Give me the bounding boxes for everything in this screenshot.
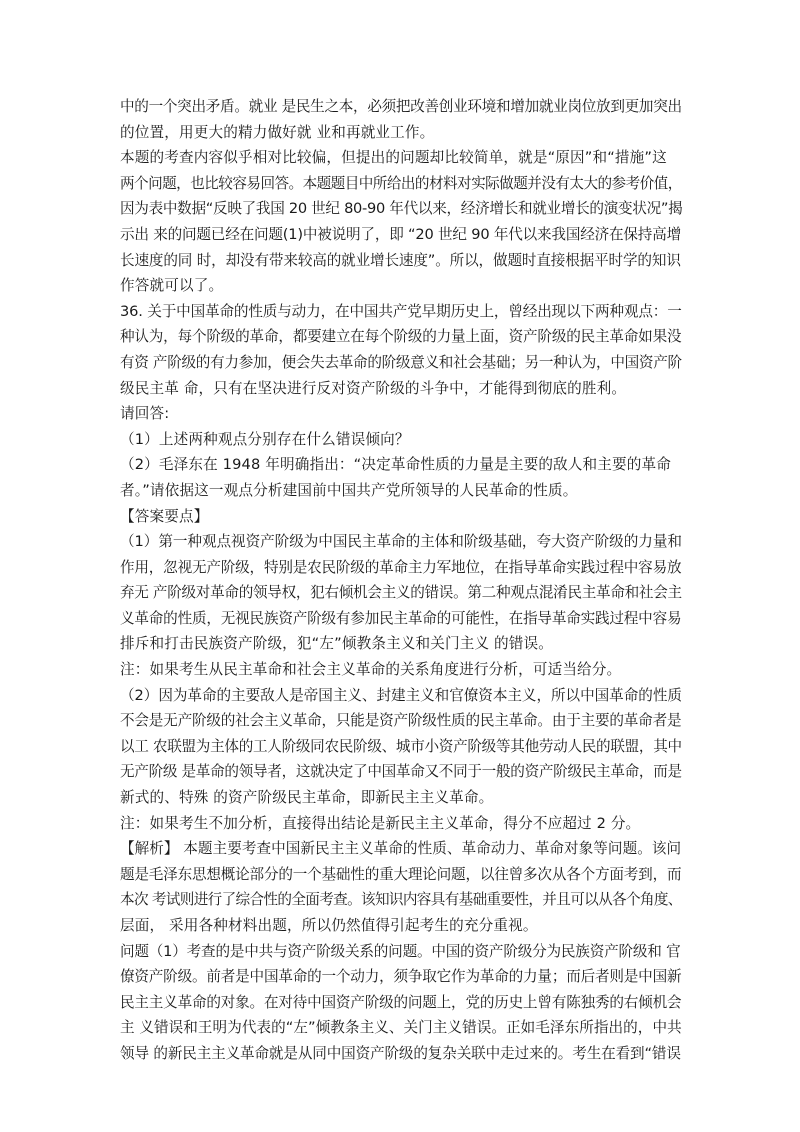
text-line: 两个问题，也比较容易回答。本题题目中所给出的材料对实际做题并没有太大的参考价值， bbox=[120, 174, 682, 192]
text-line: 新式的、特殊 的资产阶级民主革命，即新民主主义革命。 bbox=[120, 789, 494, 807]
text-line: 者。”请依据这一观点分析建国前中国共产党所领导的人民革命的性质。 bbox=[120, 481, 578, 499]
text-line: 中的一个突出矛盾。就业 是民生之本，必须把改善创业环境和增加就业岗位放到更加突出 bbox=[120, 98, 682, 115]
text-line: 主 义错误和王明为代表的“左”倾教条主义、关门主义错误。正如毛泽东所指出的，中共 bbox=[120, 1019, 682, 1037]
text-line: 本次 考试则进行了综合性的全面考查。该知识内容具有基础重要性，并且可以从各个角度、 bbox=[120, 891, 682, 909]
text-line: 本题的考查内容似乎相对比较偏，但提出的问题却比较简单，就是“原因”和“措施”这 bbox=[120, 149, 667, 167]
text-line: 问题（1）考查的是中共与资产阶级关系的问题。中国的资产阶级分为民族资产阶级和 官 bbox=[120, 942, 681, 960]
text-line: 层面， 采用各种材料出题，所以仍然值得引起考生的充分重视。 bbox=[120, 917, 538, 934]
text-line: 示出 来的问题已经在问题(1)中被说明了，即 “20 世纪 90 年代以来我国经济在保持高增 bbox=[120, 225, 681, 243]
text-line: 因为表中数据“反映了我国 20 世纪 80-90 年代以来，经济增长和就业增长的演变状况”揭 bbox=[120, 200, 683, 218]
text-line: 的位置，用更大的精力做好就 业和再就业工作。 bbox=[120, 123, 435, 141]
text-line: 以工 农联盟为主体的工人阶级同农民阶级、城市小资产阶级等其他劳动人民的联盟，其中 bbox=[120, 737, 682, 755]
text-line: 【答案要点】 bbox=[120, 507, 209, 525]
text-line: 排斥和打击民族资产阶级，犯“左”倾教条主义和关门主义 的错误。 bbox=[120, 635, 554, 653]
text-line: 36. 关于中国革命的性质与动力，在中国共产党早期历史上，曾经出现以下两种观点：一 bbox=[120, 302, 682, 320]
text-line: （1）第一种观点视资产阶级为中国民主革命的主体和阶级基础，夸大资产阶级的力量和 bbox=[120, 533, 682, 551]
text-line: 民主主义革命的对象。在对待中国资产阶级的问题上，党的历史上曾有陈独秀的右倾机会 bbox=[120, 993, 682, 1011]
text-line: 注：如果考生从民主革命和社会主义革命的关系角度进行分析，可适当给分。 bbox=[120, 661, 622, 679]
text-line: 作答就可以了。 bbox=[120, 277, 224, 295]
text-line: 作用，忽视无产阶级，特别是农民阶级的革命主力军地位，在指导革命实践过程中容易放 bbox=[120, 558, 682, 576]
text-line: 请回答: bbox=[120, 405, 170, 423]
text-line: 弃无 产阶级对革命的领导权，犯右倾机会主义的错误。第二种观点混淆民主革命和社会主 bbox=[120, 584, 682, 602]
text-line: 僚资产阶级。前者是中国革命的一个动力，须争取它作为革命的力量；而后者则是中国新 bbox=[120, 968, 682, 986]
text-line: 题是毛泽东思想概论部分的一个基础性的重大理论问题，以往曾多次从各个方面考到，而 bbox=[120, 865, 682, 883]
text-line: 领导 的新民主主义革命就是从同中国资产阶级的复杂关联中走过来的。考生在看到“错误 bbox=[120, 1044, 681, 1062]
text-line: 义革命的性质，无视民族资产阶级有参加民主革命的可能性，在指导革命实践过程中容易 bbox=[120, 609, 682, 627]
text-line: 长速度的同 时，却没有带来较高的就业增长速度”。所以，做题时直接根据平时学的知识 bbox=[120, 251, 681, 269]
text-line: （1）上述两种观点分别存在什么错误倾向？ bbox=[120, 430, 410, 448]
text-line: 【解析】 本题主要考查中国新民主主义革命的性质、革命动力、革命对象等问题。该问 bbox=[120, 840, 682, 858]
text-line: 级民主革 命，只有在坚决进行反对资产阶级的斗争中，才能得到彻底的胜利。 bbox=[120, 379, 627, 397]
text-line: 不会是无产阶级的社会主义革命，只能是资产阶级性质的民主革命。由于主要的革命者是 bbox=[120, 712, 682, 730]
document-body bbox=[120, 94, 683, 1067]
text-line: （2）因为革命的主要敌人是帝国主义、封建主义和官僚资本主义，所以中国革命的性质 bbox=[120, 686, 682, 704]
text-line: 有资 产阶级的有力参加，便会失去革命的阶级意义和社会基础；另一种认为，中国资产阶 bbox=[120, 353, 682, 371]
text-line: （2）毛泽东在 1948 年明确指出：“决定革命性质的力量是主要的敌人和主要的革命 bbox=[120, 456, 672, 474]
text-line: 注：如果考生不加分析，直接得出结论是新民主主义革命，得分不应超过 2 分。 bbox=[120, 814, 641, 832]
text-line: 无产阶级 是革命的领导者，这就决定了中国革命又不同于一般的资产阶级民主革命，而是 bbox=[120, 763, 682, 781]
text-line: 种认为，每个阶级的革命，都要建立在每个阶级的力量上面，资产阶级的民主革命如果没 bbox=[120, 328, 682, 346]
